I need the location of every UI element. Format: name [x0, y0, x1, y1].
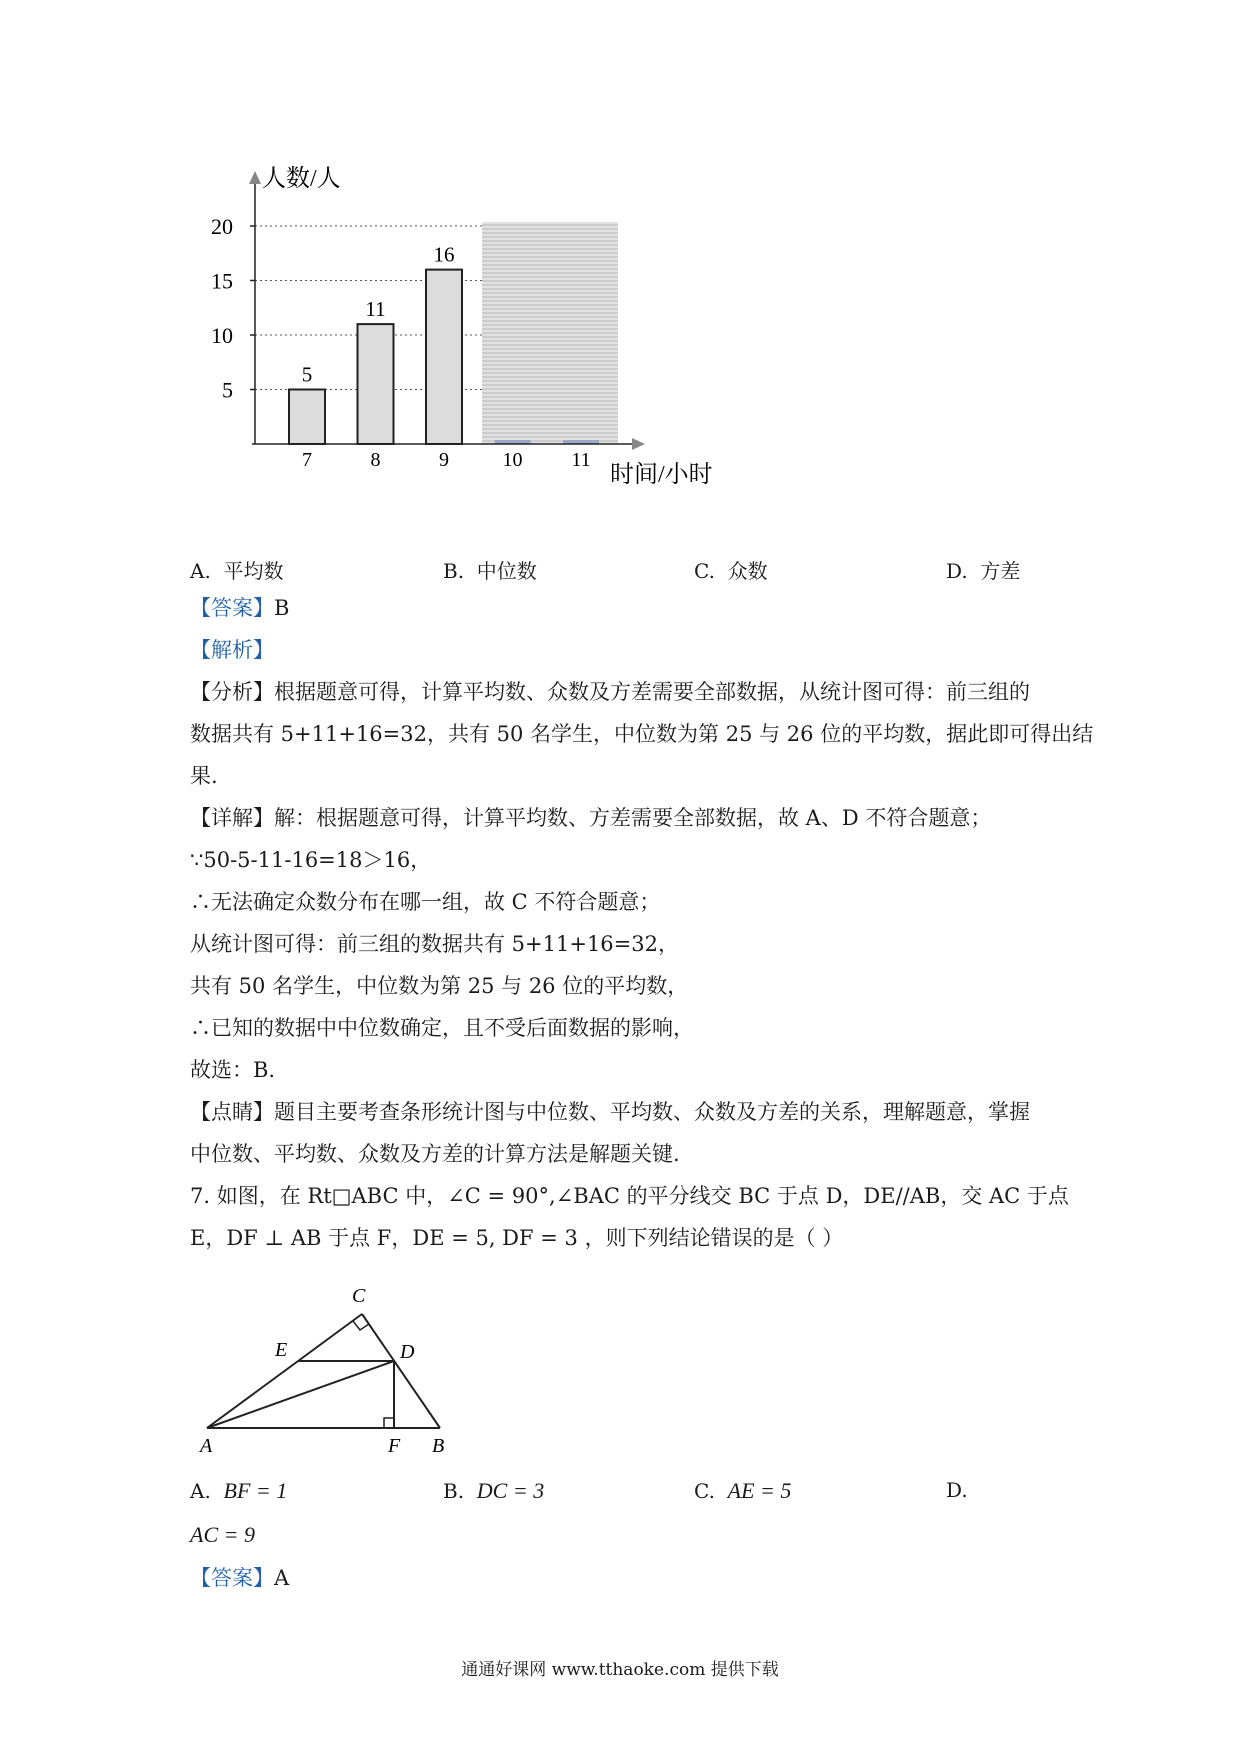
- solution-line-2: ∵50-5-11-16=18＞16，: [190, 848, 432, 872]
- label-b: B: [432, 1435, 445, 1457]
- y-tick-label: 15: [211, 268, 233, 294]
- q6-option-a: [190, 555, 284, 584]
- triangle-figure: [0, 1280, 500, 1460]
- q7-stem-line-2: E，DF ⊥ AB 于点 F，DE = 5, DF = 3 ，则下列结论错误的是（ ）: [190, 1226, 844, 1250]
- q7-option-b: [443, 1478, 544, 1504]
- q6-option-c-letter: C.: [694, 559, 715, 583]
- bar: [358, 324, 394, 444]
- label-f: F: [388, 1435, 401, 1457]
- solution-line-4: 从统计图可得：前三组的数据共有 5+11+16=32，: [190, 932, 679, 956]
- bar-value-label: 11: [365, 297, 386, 322]
- q7-option-c-letter: C.: [694, 1479, 715, 1503]
- label-e: E: [275, 1339, 288, 1361]
- x-tick-label: 7: [302, 449, 312, 471]
- q7-option-d-letter: D.: [946, 1478, 968, 1502]
- q7-option-a-letter: A.: [190, 1479, 211, 1503]
- analysis-tag: 【解析】: [190, 638, 274, 662]
- answer-tag: 【答案】: [190, 596, 274, 620]
- fenxi-line-2: 数据共有 5+11+16=32，共有 50 名学生，中位数为第 25 与 26 位的平均数，据此即可得出结: [190, 722, 1094, 746]
- solution-line-3: ∴无法确定众数分布在哪一组，故 C 不符合题意；: [190, 890, 661, 914]
- fenxi-line-3: 果.: [190, 764, 218, 788]
- q7-option-c: [694, 1478, 791, 1504]
- xiangjie-text-1: 解：根据题意可得，计算平均数、方差需要全部数据，故 A、D 不符合题意；: [274, 806, 992, 830]
- q6-option-d: [946, 555, 1020, 584]
- y-tick-label: 5: [222, 377, 233, 403]
- q7-option-b-text: DC = 3: [476, 1478, 545, 1503]
- q6-option-d-letter: D.: [946, 559, 968, 583]
- y-axis-label: 人数/人: [262, 166, 341, 192]
- q6-answer: [190, 593, 289, 623]
- shaded-cover: [482, 222, 618, 444]
- x-tick-label: 11: [571, 449, 591, 471]
- q6-option-d-text: 方差: [980, 559, 1021, 583]
- q7-answer-tag: 【答案】: [190, 1566, 274, 1590]
- label-d: D: [400, 1341, 415, 1363]
- q6-option-b-letter: B.: [443, 559, 465, 583]
- dianjing-line-2: 中位数、平均数、众数及方差的计算方法是解题关键.: [190, 1142, 680, 1166]
- x-axis-label: 时间/小时: [610, 462, 713, 488]
- segment-ac: [207, 1314, 362, 1428]
- q6-option-c-text: 众数: [727, 559, 768, 583]
- q7-option-d-text: AC = 9: [190, 1522, 255, 1547]
- q7-answer: [190, 1563, 289, 1593]
- bar-value-label: 16: [433, 242, 455, 267]
- q7-stem-line-1: 7. 如图，在 Rt□ABC 中，∠C = 90°,∠BAC 的平分线交 BC 于点 D，DE//AB，交 AC 于点: [190, 1184, 1069, 1208]
- x-tick-label: 9: [439, 449, 449, 471]
- dianjing-line-1: [190, 1097, 1030, 1127]
- q6-option-a-text: 平均数: [223, 559, 284, 583]
- right-angle-mark-f: [384, 1418, 394, 1428]
- x-tick-label: 10: [502, 449, 523, 471]
- solution-line-5: 共有 50 名学生，中位数为第 25 与 26 位的平均数，: [190, 974, 689, 998]
- y-tick-label: 10: [211, 323, 233, 348]
- fenxi-text-1: 根据题意可得，计算平均数、众数及方差需要全部数据，从统计图可得：前三组的: [274, 680, 1030, 704]
- x-axis-arrow: [632, 438, 645, 450]
- q6-option-b: [443, 555, 537, 584]
- bar-chart: [0, 0, 1240, 500]
- y-axis-arrow: [249, 171, 261, 184]
- label-c: C: [352, 1285, 366, 1307]
- fenxi-tag: 【分析】: [190, 680, 274, 704]
- bar-value-label: 5: [301, 362, 313, 387]
- solution-line-6: ∴已知的数据中中位数确定，且不受后面数据的影响，: [190, 1016, 694, 1040]
- segment-cb: [362, 1314, 440, 1428]
- y-tick-label: 20: [211, 214, 233, 239]
- q6-option-b-text: 中位数: [476, 559, 537, 583]
- label-a: A: [200, 1435, 213, 1457]
- q6-option-a-letter: A.: [190, 559, 211, 583]
- dianjing-tag: 【点睛】: [190, 1100, 274, 1124]
- bar: [426, 270, 462, 444]
- answer-value: B: [274, 596, 290, 620]
- page-footer: 通通好课网 www.tthaoke.com 提供下载: [461, 1660, 779, 1680]
- xiangjie-tag: 【详解】: [190, 806, 274, 830]
- dianjing-text-1: 题目主要考查条形统计图与中位数、平均数、众数及方差的关系，理解题意，掌握: [274, 1100, 1030, 1124]
- q6-option-c: [694, 555, 768, 584]
- q7-option-c-text: AE = 5: [727, 1478, 792, 1503]
- solution-line-7: 故选：B.: [190, 1058, 276, 1082]
- x-tick-label: 8: [370, 449, 381, 471]
- segment-ad: [207, 1361, 394, 1428]
- q7-option-a: [190, 1478, 287, 1504]
- q7-option-b-letter: B.: [443, 1479, 465, 1503]
- q7-answer-value: A: [274, 1566, 290, 1590]
- xiangjie-line-1: [190, 803, 991, 833]
- bar: [289, 390, 325, 445]
- fenxi-line-1: [190, 677, 1030, 707]
- q7-option-a-text: BF = 1: [223, 1478, 288, 1503]
